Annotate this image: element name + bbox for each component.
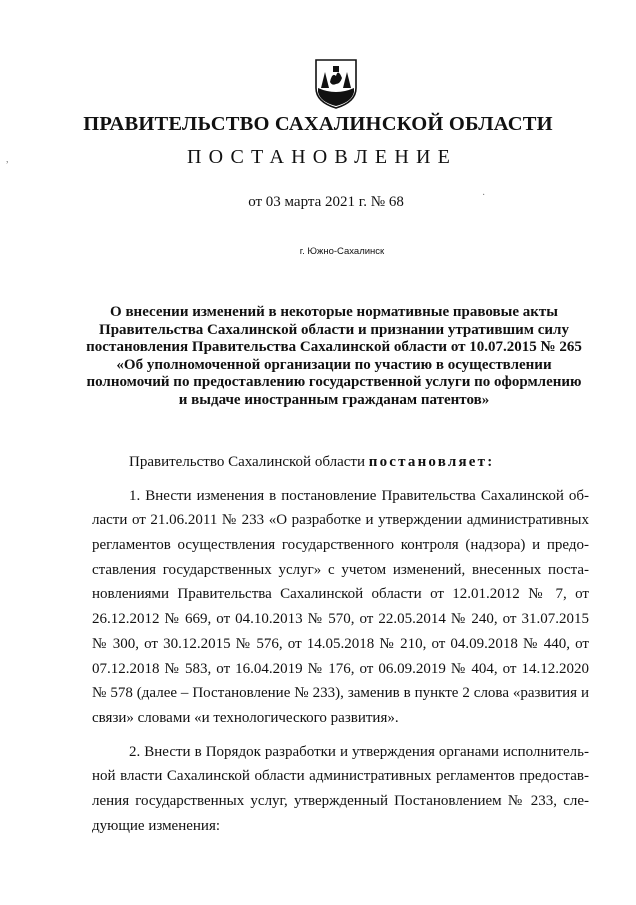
paragraph-line: дующие изменения: (92, 817, 221, 834)
subject-line: полномочий по предоставлению государственной услуги по оформлению (86, 374, 582, 391)
subject-line: Правительства Сахалинской области и признании утратившим силу (99, 321, 569, 338)
scan-speck: , (6, 154, 9, 165)
subject-line: постановления Правительства Сахалинской области от 10.07.2015 № 265 (86, 339, 582, 356)
paragraph-line: новлениями Правительства Сахалинской области от 12.01.2012 № 7, от (92, 586, 589, 603)
paragraph-line: ласти от 21.06.2011 № 233 «О разработке и утверждении административных (92, 512, 589, 529)
paragraph-line: 26.12.2012 № 669, от 04.10.2013 № 570, от 22.05.2014 № 240, от 31.07.2015 (92, 611, 589, 628)
paragraph-line: № 300, от 30.12.2015 № 576, от 14.05.2018 № 210, от 04.09.2018 № 440, от (92, 635, 589, 652)
document-body (92, 450, 589, 838)
document-subject (84, 304, 584, 410)
paragraph-line: ставления государственных услуг» с учетом изменений, внесенных поста- (92, 561, 589, 578)
subject-line: «Об уполномоченной организации по участию в осуществлении (116, 356, 552, 373)
paragraph-line: 2. Внести в Порядок разработки и утверждения органами исполнитель- (129, 743, 589, 760)
document-type: ПОСТАНОВЛЕНИЕ (186, 146, 458, 168)
government-name: ПРАВИТЕЛЬСТВО САХАЛИНСКОЙ ОБЛАСТИ (83, 113, 553, 135)
subject-line: О внесении изменений в некоторые нормативные правовые акты (110, 304, 558, 320)
preamble-verb: постановляет: (368, 454, 495, 470)
scan-speck: · (482, 190, 486, 201)
paragraph-line: ной власти Сахалинской области административных регламентов предостав- (92, 768, 589, 785)
paragraph-line: ления государственных услуг, утвержденный Постановлением № 233, сле- (92, 792, 589, 809)
paragraph-line: 1. Внести изменения в постановление Правительства Сахалинской об- (129, 487, 589, 504)
subject-line: и выдаче иностранным гражданам патентов» (178, 391, 490, 408)
paragraph-line: 07.12.2018 № 583, от 16.04.2019 № 176, от 06.09.2019 № 404, от 14.12.2020 (92, 660, 589, 677)
preamble-text: Правительство Сахалинской области (129, 454, 365, 470)
paragraph-line: связи» словами «и технологического развития». (92, 709, 399, 726)
document-date-number: от 03 марта 2021 г. № 68 (248, 194, 404, 210)
coat-of-arms-icon (314, 58, 358, 110)
preamble (92, 450, 589, 475)
paragraph-line: регламентов осуществления государственного контроля (надзора) и предо- (92, 537, 589, 554)
document-place: г. Южно-Сахалинск (299, 246, 385, 257)
paragraph-line: № 578 (далее – Постановление № 233), заменив в пункте 2 слова «развития и (92, 685, 589, 702)
